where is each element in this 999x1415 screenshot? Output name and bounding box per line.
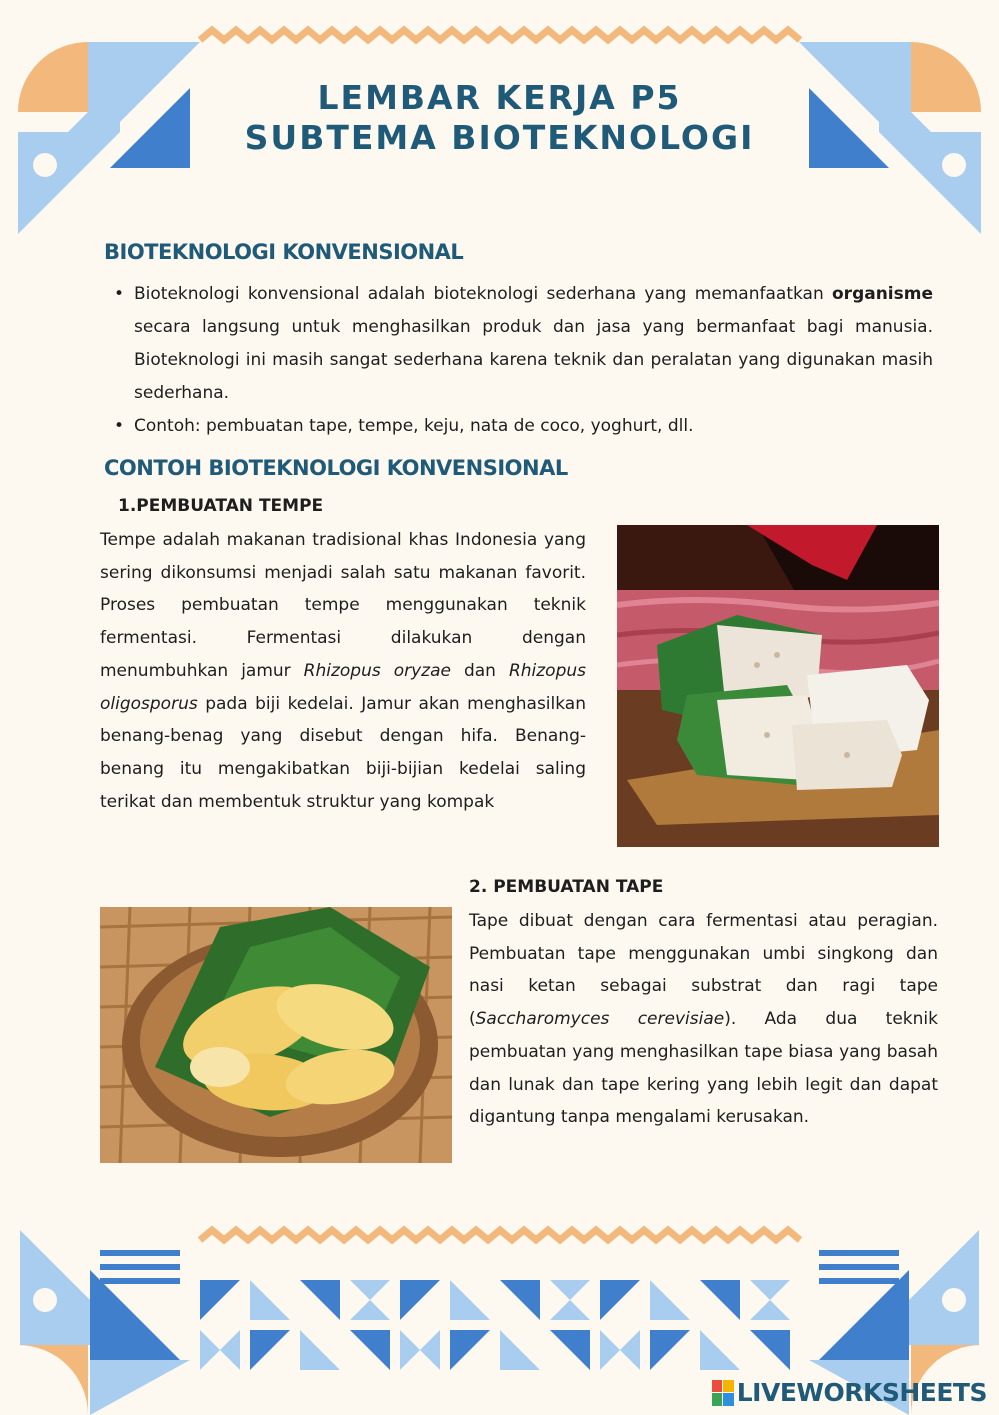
zigzag-top (200, 30, 800, 40)
bullet-list (110, 278, 933, 443)
italic-species: Saccharomyces cerevisiae (475, 1009, 725, 1030)
bullet-text-part: secara langsung untuk menghasilkan produk dan jasa yang bermanfaat bagi manusia. Bioteknologi ini masih sangat sederhana karena teknik dan peralatan yang digunakan masih sederhana. (134, 317, 933, 403)
liveworksheets-watermark[interactable] (712, 1378, 987, 1407)
italic-species: Rhizopus oryzae (303, 660, 451, 681)
tape-photo (100, 907, 452, 1163)
italic-species: Rhizopus oligosporus (100, 660, 586, 714)
title-line-1: LEMBAR KERJA P5 (317, 78, 682, 117)
subheading-tape: 2. PEMBUATAN TAPE (469, 877, 664, 897)
page-title (0, 78, 999, 158)
bullet-text-part: Bioteknologi konvensional adalah bioteknologi sederhana yang memanfaatkan (134, 284, 832, 304)
bullet-bold-term: organisme (832, 284, 933, 304)
bullet-item-definition (110, 278, 933, 410)
triangle-pattern (200, 1280, 790, 1370)
watermark-text: LIVEWORKSHEETS (736, 1378, 987, 1407)
section-heading-contoh: CONTOH BIOTEKNOLOGI KONVENSIONAL (104, 456, 568, 480)
subheading-title: PEMBUATAN TEMPE (136, 496, 324, 516)
text-part: ). Ada dua teknik pembuatan yang menghasilkan tape biasa yang basah dan lunak dan tape kering yang lebih legit dan dapat digantung tanpa mengalami kerusakan. (469, 1009, 938, 1128)
section-heading-konvensional: BIOTEKNOLOGI KONVENSIONAL (104, 240, 464, 264)
text-part: Tape dibuat dengan cara fermentasi atau peragian. Pembuatan tape menggunakan umbi singkong dan nasi ketan sebagai substrat dan ragi tape ( (469, 911, 938, 1030)
title-line-2: SUBTEMA BIOTEKNOLOGI (244, 118, 755, 157)
tempe-photo (617, 525, 939, 847)
subheading-number: 1. (118, 496, 137, 516)
text-part: pada biji kedelai. Jamur akan menghasilkan benang-benag yang disebut dengan hifa. Benang-benang itu mengakibatkan biji-bijian kedelai saling terikat dan membentuk struktur yang kompak (100, 693, 586, 812)
paragraph-tape (469, 905, 938, 1134)
bullet-item-examples: • Contoh: pembuatan tape, tempe, keju, nata de coco, yoghurt, dll. (110, 410, 933, 443)
text-part: dan (450, 660, 509, 681)
zigzag-bottom (200, 1230, 800, 1240)
paragraph-tempe (100, 524, 586, 818)
liveworksheets-logo-icon (712, 1380, 734, 1406)
text-part: Tempe adalah makanan tradisional khas Indonesia yang sering dikonsumsi menjadi salah satu makanan favorit. Proses pembuatan tempe menggunakan teknik fermentasi. Fermentasi dilakukan dengan menumbuhkan jamur (100, 530, 586, 681)
subheading-tempe (118, 496, 323, 516)
